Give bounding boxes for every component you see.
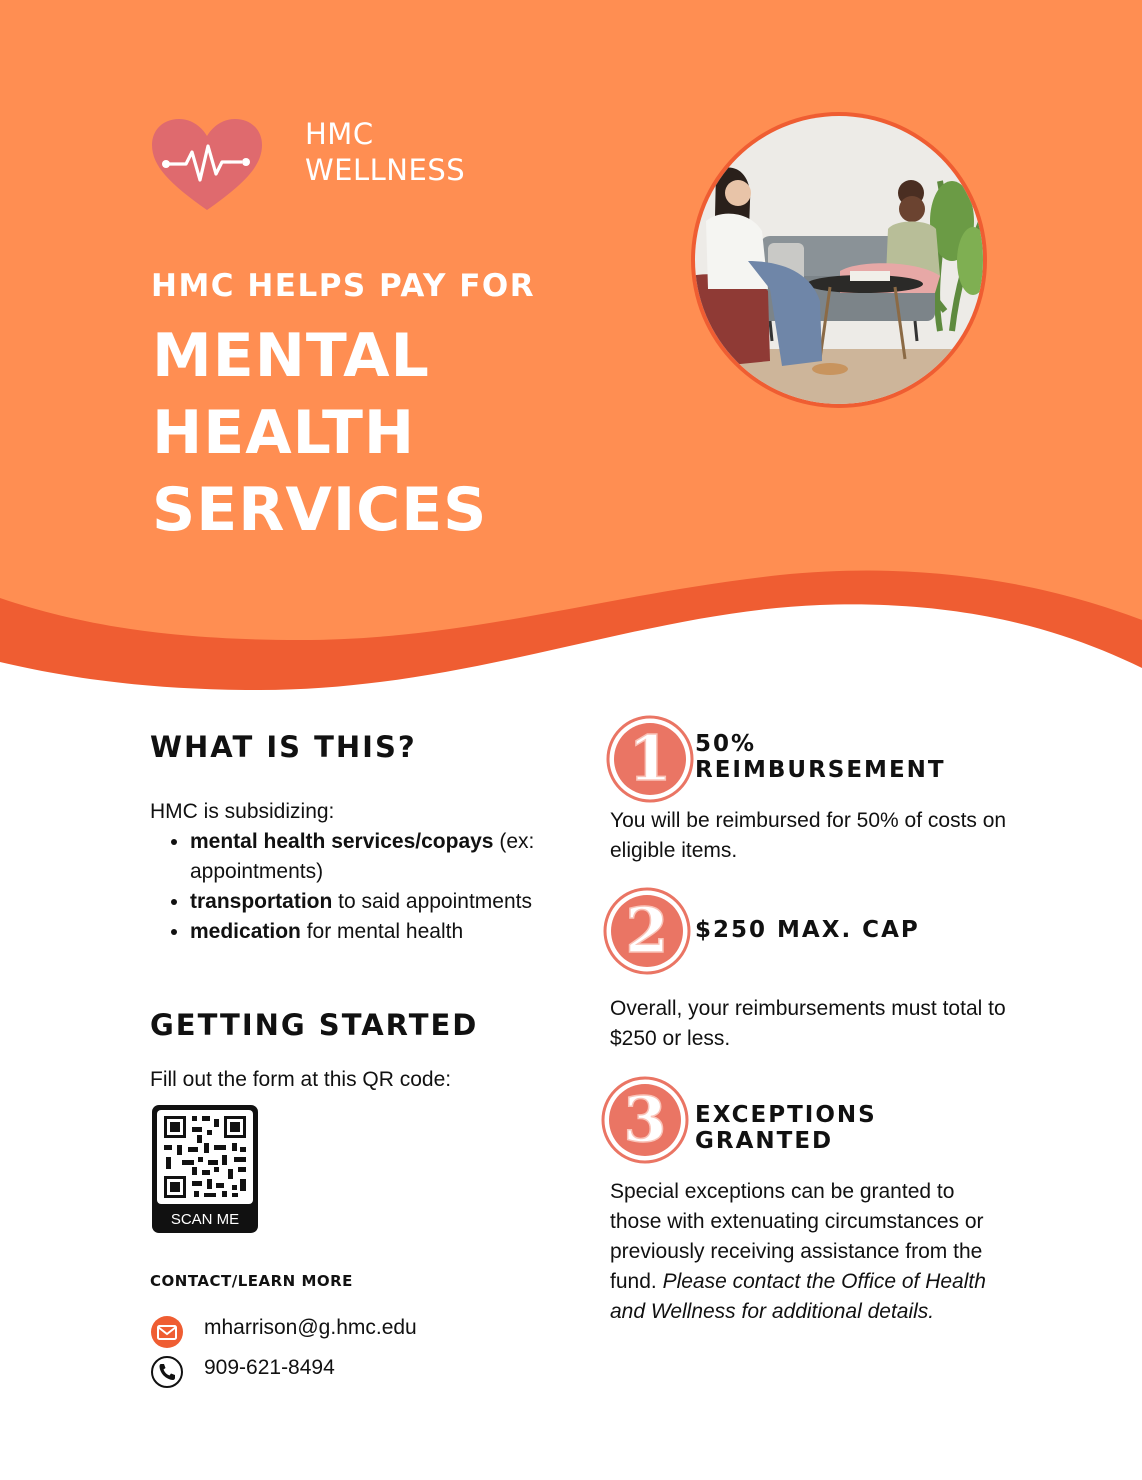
hero-title-line-3: SERVICES [152,475,488,545]
what-heading: WHAT IS THIS? [150,730,417,764]
list-item-text: for mental health [300,920,464,943]
step-2-title-line-1: $250 MAX. CAP [695,917,920,943]
step-2-body: Overall, your reimbursements must total to $250 or less. [610,997,1006,1050]
step-3-number: 3 [623,1083,667,1156]
list-item [190,917,550,947]
step-1-title-line-2: REIMBURSEMENT [695,757,946,783]
mail-icon [150,1315,184,1349]
list-item-text: to said appointments [332,890,532,913]
step-1-badge [605,714,695,804]
what-intro: HMC is subsidizing: [150,800,335,823]
step-3-body [610,1177,1000,1327]
list-item-bold: medication [190,920,301,943]
step-1-title-line-1: 50% [695,731,757,757]
qr-code-icon [152,1105,258,1233]
getting-started-heading: GETTING STARTED [150,1008,479,1042]
qr-code[interactable] [152,1105,258,1233]
contact-email-link[interactable]: mharrison@g.hmc.edu [204,1316,417,1339]
brand-line-1: HMC [305,117,374,151]
step-3-note: Please contact the Office of Health and Wellness for additional details. [610,1270,986,1323]
phone-icon [150,1355,184,1389]
step-2-title [695,917,920,943]
heart-pulse-logo-icon [150,118,265,213]
step-1-title [695,731,946,783]
list-item [190,887,550,917]
hero-kicker: HMC HELPS PAY FOR [151,268,536,304]
step-3-title-line-1: EXCEPTIONS [695,1102,877,1128]
list-item-bold: mental health services/copays [190,830,494,853]
qr-scan-label: SCAN ME [170,1211,240,1228]
step-1-number: 1 [628,722,672,795]
contact-phone-link[interactable]: 909-621-8494 [204,1356,335,1379]
getting-started-text: Fill out the form at this QR code: [150,1068,452,1091]
brand-name [305,116,465,188]
hero-title-line-1: MENTAL [152,321,430,391]
contact-heading: CONTACT/LEARN MORE [150,1272,353,1290]
hero-title [152,318,487,549]
counseling-photo [690,111,988,409]
what-body [150,797,550,947]
step-3-badge [600,1075,690,1165]
step-3-title [695,1102,877,1154]
step-3-title-line-2: GRANTED [695,1128,834,1154]
list-item [190,827,550,887]
subsidy-list [150,827,550,947]
step-2-badge [602,886,692,976]
list-item-text: (ex: appointments) [190,830,535,883]
list-item-bold: transportation [190,890,333,913]
hero-title-line-2: HEALTH [152,398,416,468]
step-2-number: 2 [625,894,669,967]
step-3-body-text: Special exceptions can be granted to those with extenuating circumstances or previously receiving assistance from the fund. [610,1180,984,1293]
brand-line-2: WELLNESS [305,153,466,187]
step-1-body: You will be reimbursed for 50% of costs on eligible items. [610,809,1007,862]
